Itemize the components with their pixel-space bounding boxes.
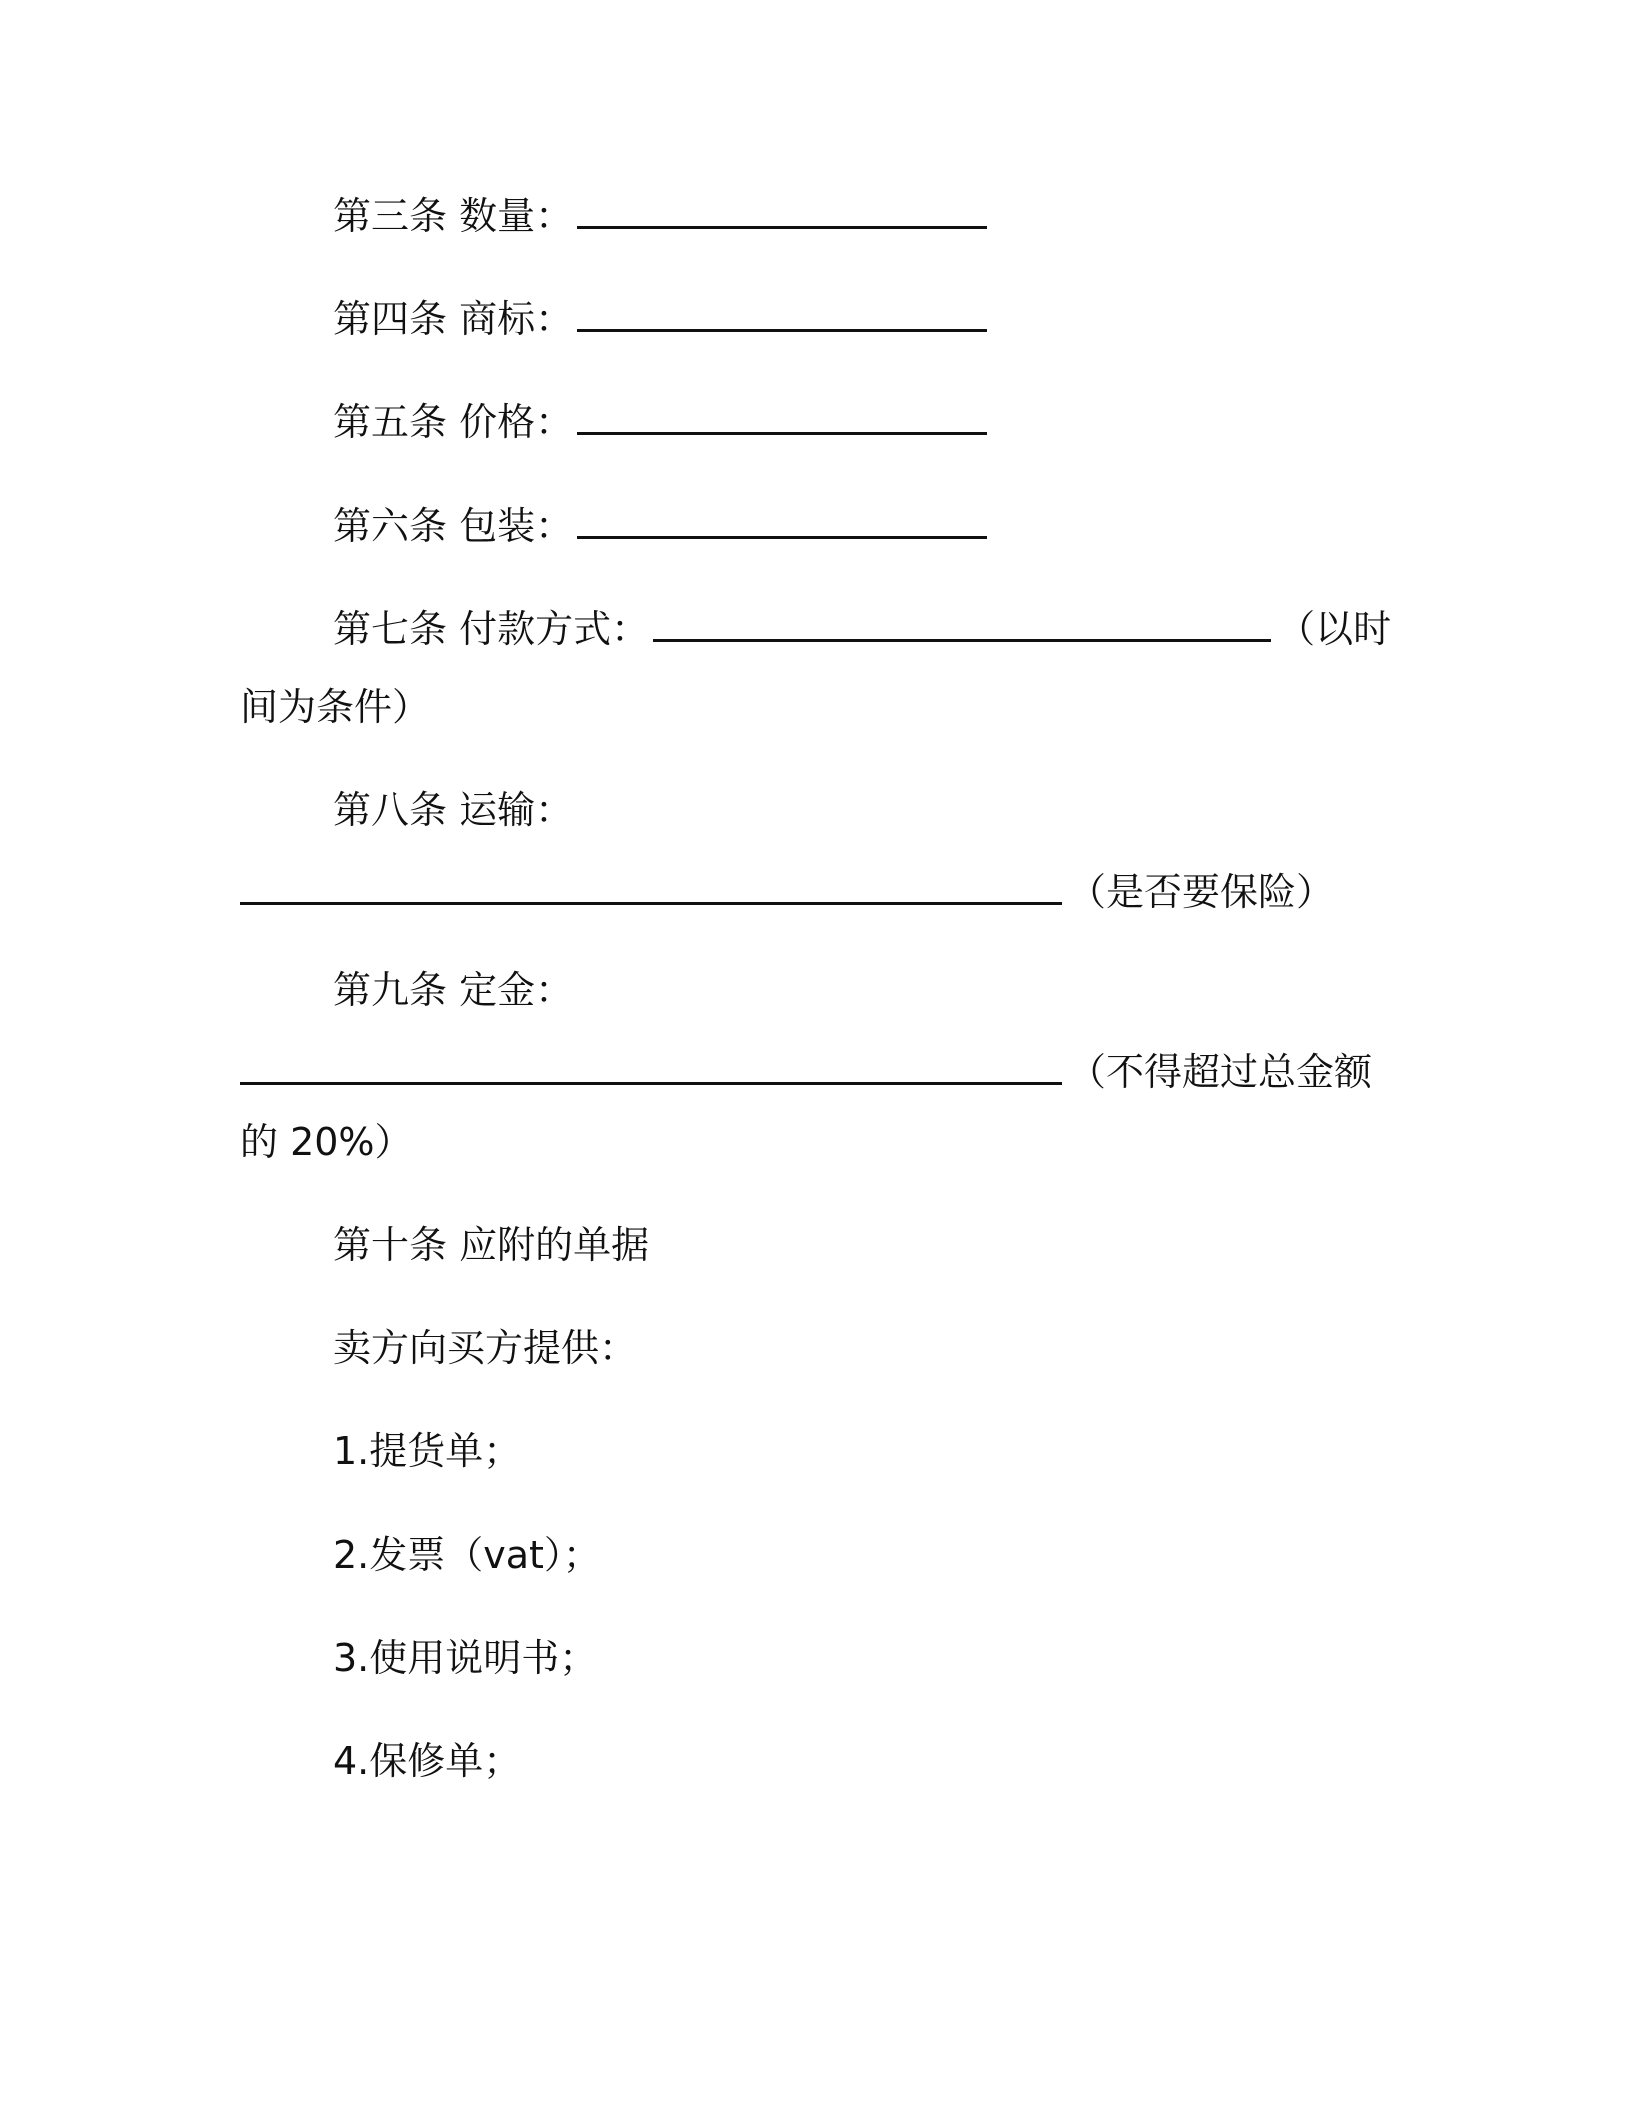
clause-6-label: 第六条 包装： <box>333 504 574 548</box>
clause-9-note: （不得超过总金额 <box>1068 1050 1373 1094</box>
clause-5-label: 第五条 价格： <box>333 400 574 444</box>
clause-6 <box>333 500 993 551</box>
list-item <box>333 1736 521 1786</box>
list-item-text: 3.使用说明书； <box>333 1636 598 1680</box>
clause-9-note-continued <box>240 1117 413 1167</box>
clause-5 <box>333 396 993 447</box>
clause-3 <box>333 190 993 241</box>
quantity-blank-field[interactable] <box>577 190 987 229</box>
clause-10-label: 第十条 应附的单据 <box>333 1223 650 1267</box>
clause-9-note-cont: 的 20%） <box>240 1120 413 1164</box>
clause-7-note-cont: 间为条件） <box>240 685 431 729</box>
clause-9-label: 第九条 定金： <box>333 968 574 1012</box>
clause-7 <box>333 603 1391 654</box>
clause-8-note: （是否要保险） <box>1068 870 1335 914</box>
list-item <box>333 1530 601 1580</box>
clause-9-fill-line <box>240 1046 1372 1097</box>
list-item <box>333 1426 521 1476</box>
clause-8-fill-line <box>240 866 1334 917</box>
clause-7-label: 第七条 付款方式： <box>333 607 650 651</box>
list-item-text: 2.发票（vat）； <box>333 1533 601 1577</box>
payment-method-blank-field[interactable] <box>653 603 1271 642</box>
clause-8 <box>333 785 573 835</box>
seller-provides-text: 卖方向买方提供： <box>333 1326 638 1370</box>
clause-7-note: （以时 <box>1277 607 1392 651</box>
deposit-blank-field[interactable] <box>240 1046 1062 1085</box>
packaging-blank-field[interactable] <box>577 500 987 539</box>
clause-3-label: 第三条 数量： <box>333 194 574 238</box>
clause-10 <box>333 1220 649 1270</box>
clause-4-label: 第四条 商标： <box>333 297 574 341</box>
seller-provides <box>333 1323 637 1373</box>
clause-8-label: 第八条 运输： <box>333 788 574 832</box>
transport-blank-field[interactable] <box>240 866 1062 905</box>
list-item-text: 1.提货单； <box>333 1429 522 1473</box>
clause-9 <box>333 965 573 1015</box>
price-blank-field[interactable] <box>577 396 987 435</box>
list-item-text: 4.保修单； <box>333 1739 522 1783</box>
list-item <box>333 1633 597 1683</box>
trademark-blank-field[interactable] <box>577 293 987 332</box>
clause-4 <box>333 293 993 344</box>
clause-7-note-continued <box>240 682 430 732</box>
